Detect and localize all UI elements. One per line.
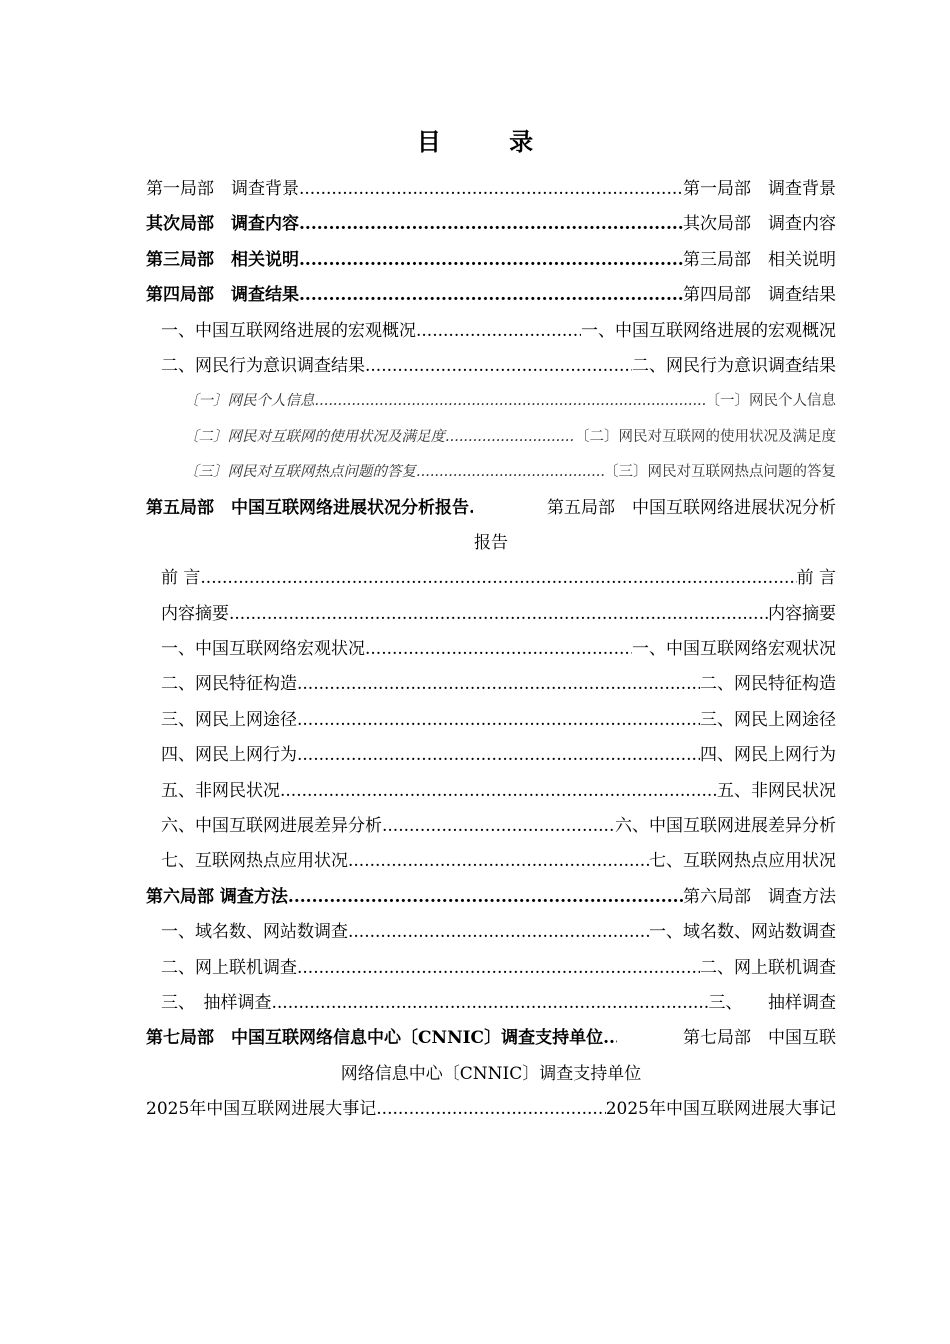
toc-entry-title: 2025年中国互联网进展大事记 <box>146 1099 377 1120</box>
toc-entry-page: 〔二〕网民对互联网的使用状况及满足度 <box>575 428 836 445</box>
toc-leader-dots <box>229 597 768 632</box>
toc-leader-dots <box>382 809 615 844</box>
toc-entry[interactable] <box>146 349 836 384</box>
toc-entry-title: 第三局部 相关说明 <box>146 249 299 270</box>
toc-leader-dots <box>297 738 700 773</box>
toc-entry[interactable] <box>146 278 836 313</box>
toc-leader-dots <box>299 172 683 207</box>
toc-entry[interactable] <box>146 986 836 1021</box>
toc-leader-dots <box>445 420 575 455</box>
toc-leader-dots <box>299 243 683 278</box>
toc-leader-dots <box>297 667 700 702</box>
toc-entry-page: 第一局部 调查背景 <box>683 178 836 199</box>
toc-leader-dots <box>297 703 700 738</box>
toc-entry-title: 第一局部 调查背景 <box>146 178 299 199</box>
toc-entry-title: 〔二〕网民对互联网的使用状况及满足度 <box>184 428 445 445</box>
table-of-contents <box>146 172 836 1128</box>
toc-entry-page: 〔三〕网民对互联网热点问题的答复 <box>604 464 836 481</box>
toc-entry-page: 五、非网民状况 <box>717 780 836 801</box>
toc-entry-title: 第四局部 调查结果 <box>146 285 299 306</box>
toc-entry[interactable] <box>146 915 836 950</box>
toc-entry[interactable] <box>146 667 836 702</box>
toc-entry-page: 一、域名数、网站数调查 <box>649 922 836 943</box>
toc-entry-title: 一、中国互联网络进展的宏观概况 <box>161 320 416 341</box>
toc-leader-dots <box>376 1092 605 1127</box>
toc-leader-dots <box>299 278 683 313</box>
toc-entry[interactable] <box>146 172 836 207</box>
toc-leader-dots <box>416 455 604 490</box>
toc-entry-title: 七、互联网热点应用状况 <box>161 851 348 872</box>
toc-entry-page: 其次局部 调查内容 <box>683 214 836 235</box>
toc-entry-title: 六、中国互联网进展差异分析 <box>161 816 382 837</box>
toc-leader-dots <box>416 314 581 349</box>
toc-entry[interactable] <box>146 207 836 242</box>
toc-entry-title: 二、网民特征构造 <box>161 674 297 695</box>
toc-entry[interactable] <box>146 809 836 844</box>
toc-entry-title: 四、网民上网行为 <box>161 745 297 766</box>
toc-entry-page: 二、网上联机调查 <box>700 957 836 978</box>
toc-entry-title: 第七局部 中国互联网络信息中心〔CNNIC〕调查支持单位 <box>146 1028 604 1049</box>
toc-entry-title: 前 言 <box>161 568 201 589</box>
toc-entry-page: 前 言 <box>796 568 836 589</box>
toc-leader-dots <box>280 774 717 809</box>
toc-entry-page: 2025年中国互联网进展大事记 <box>605 1099 836 1120</box>
toc-entry[interactable] <box>146 632 836 667</box>
toc-leader-dots <box>348 844 649 879</box>
toc-entry-title: 〔三〕网民对互联网热点问题的答复 <box>184 464 416 481</box>
toc-entry-page: 七、互联网热点应用状况 <box>649 851 836 872</box>
toc-entry-title: 二、网民行为意识调查结果 <box>161 355 365 376</box>
toc-entry-page: 内容摘要 <box>768 603 836 624</box>
toc-entry[interactable] <box>146 844 836 879</box>
toc-entry-page: 三、 抽样调查 <box>708 992 836 1013</box>
toc-entry-page: 二、网民特征构造 <box>700 674 836 695</box>
toc-leader-dots <box>365 632 632 667</box>
toc-entry[interactable] <box>146 491 836 526</box>
toc-leader-dots <box>315 384 706 419</box>
toc-entry[interactable] <box>146 1021 836 1056</box>
toc-entry-title: 五、非网民状况 <box>161 780 280 801</box>
toc-entry[interactable] <box>146 243 836 278</box>
toc-entry[interactable] <box>146 738 836 773</box>
toc-leader-dots <box>348 915 649 950</box>
toc-entry[interactable] <box>146 384 836 419</box>
toc-entry[interactable] <box>146 774 836 809</box>
toc-entry-title: 一、中国互联网络宏观状况 <box>161 639 365 660</box>
toc-leader-dots <box>603 1021 617 1056</box>
toc-entry-page: 二、网民行为意识调查结果 <box>632 355 836 376</box>
toc-entry-page: 第四局部 调查结果 <box>683 285 836 306</box>
toc-entry-page-continuation: 报告 <box>474 532 508 553</box>
toc-entry[interactable] <box>146 420 836 455</box>
toc-entry-page: 第三局部 相关说明 <box>683 249 836 270</box>
toc-entry-title: 〔一〕网民个人信息 <box>184 393 315 410</box>
toc-entry[interactable] <box>146 703 836 738</box>
toc-entry-title: 第六局部 调查方法 <box>146 886 288 907</box>
toc-entry-page: 第七局部 中国互联 <box>683 1028 836 1049</box>
toc-entry-page: 〔一〕网民个人信息 <box>705 393 836 410</box>
toc-entry[interactable] <box>146 561 836 596</box>
toc-entry-page: 四、网民上网行为 <box>700 745 836 766</box>
toc-leader-dots <box>200 561 796 596</box>
toc-entry-page: 第六局部 调查方法 <box>683 886 836 907</box>
toc-entry-title: 二、网上联机调查 <box>161 957 297 978</box>
toc-entry-title: 第五局部 中国互联网络进展状况分析报告 <box>146 497 469 518</box>
toc-entry-page: 一、中国互联网络宏观状况 <box>632 639 836 660</box>
toc-entry-page-continuation: 网络信息中心〔CNNIC〕调查支持单位 <box>340 1063 642 1084</box>
toc-leader-dots <box>365 349 632 384</box>
toc-entry[interactable] <box>146 597 836 632</box>
toc-entry[interactable] <box>146 951 836 986</box>
toc-leader-dots <box>299 207 683 242</box>
toc-entry-title: 三、网民上网途径 <box>161 709 297 730</box>
toc-leader-dots <box>297 951 700 986</box>
toc-entry-title: 一、域名数、网站数调查 <box>161 922 348 943</box>
toc-entry-page: 三、网民上网途径 <box>700 709 836 730</box>
toc-entry-page: 第五局部 中国互联网络进展状况分析 <box>547 497 836 518</box>
toc-entry-page: 六、中国互联网进展差异分析 <box>615 816 836 837</box>
toc-entry[interactable] <box>146 314 836 349</box>
toc-entry-title: 其次局部 调查内容 <box>146 214 299 235</box>
toc-leader-dots <box>288 880 683 915</box>
toc-leader-dots <box>272 986 709 1021</box>
toc-entry-title: 内容摘要 <box>161 603 229 624</box>
toc-entry-title: 三、 抽样调查 <box>161 992 272 1013</box>
toc-leader-dots <box>469 491 473 526</box>
toc-entry[interactable] <box>146 1092 836 1127</box>
toc-title: 目 录 <box>416 127 564 156</box>
toc-entry[interactable] <box>146 880 836 915</box>
toc-entry[interactable] <box>146 455 836 490</box>
toc-entry-page: 一、中国互联网络进展的宏观概况 <box>581 320 836 341</box>
